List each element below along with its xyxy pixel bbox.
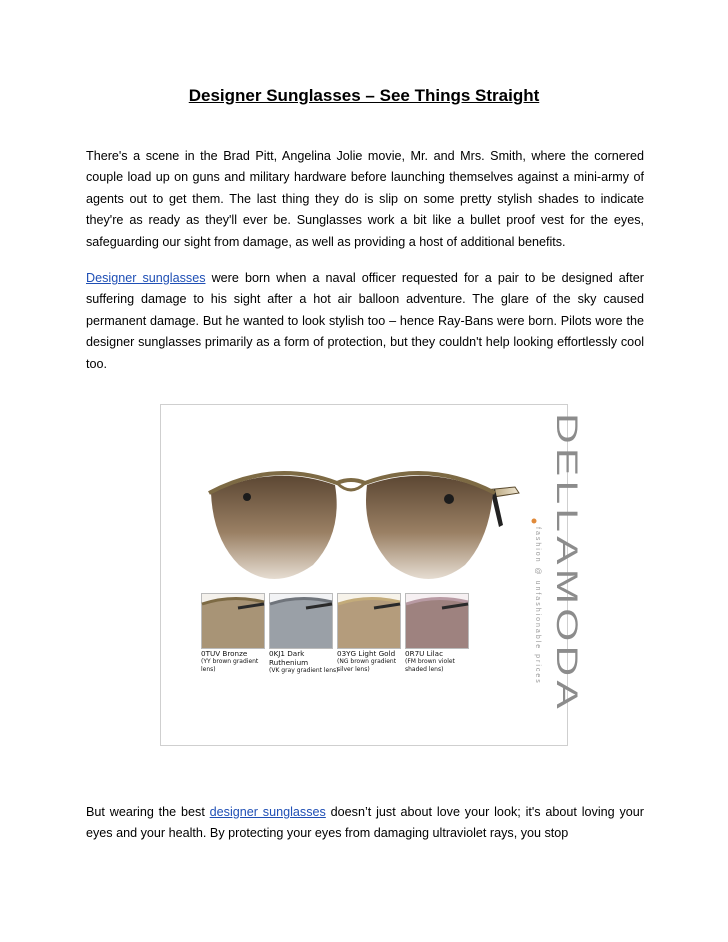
color-variants (201, 593, 477, 705)
variant-lens: (YY brown gradient lens) (201, 658, 259, 673)
variant-thumbnail-bronze (201, 593, 265, 649)
dellamoda-logo (529, 409, 583, 741)
variant-code: 0KJ1 Dark Ruthenium (269, 649, 309, 667)
paragraph-health-after: doesn’t just about love your look; it's about loving your eyes and your health. By protecting your eyes from damaging ultraviolet rays, you stop (86, 805, 644, 841)
variant-code: 0TUV Bronze (201, 649, 248, 658)
paragraph-history-text: were born when a naval officer requested for a pair to be designed after suffering damage to his sight after a hot air balloon adventure. The glare of the sky caused permanent damage. But he wanted to look stylish too – hence Ray-Bans were born. Pilots wore the designer sunglasses primarily as a form of protection, but they couldn't help looking effortlessly cool too. (86, 271, 644, 371)
designer-sunglasses-link[interactable]: Designer sunglasses (86, 271, 206, 285)
variant-thumbnail-dark-ruthenium (269, 593, 333, 649)
paragraph-health (86, 802, 644, 845)
variant-code: 03YG Light Gold (337, 649, 396, 658)
variant-caption-dark-ruthenium (269, 649, 339, 675)
variant-lens: (FM brown violet shaded lens) (405, 658, 455, 673)
document-title: Designer Sunglasses – See Things Straight (188, 86, 540, 105)
svg-text:DELLAMODA: DELLAMODA (550, 413, 583, 626)
variant-thumbnail-lilac (405, 593, 469, 649)
svg-text:fashion @ unfashionable prices: fashion @ unfashionable prices (534, 527, 541, 685)
variant-thumbnail-light-gold (337, 593, 401, 649)
variant-caption-light-gold (337, 649, 407, 673)
paragraph-health-before: But wearing the best (86, 805, 210, 819)
designer-sunglasses-link-2[interactable]: designer sunglasses (209, 805, 326, 819)
variant-lens: (VK gray gradient lens) (269, 667, 339, 674)
variant-caption-lilac (405, 649, 475, 673)
paragraph-history (86, 268, 644, 375)
variant-code: 0R7U Lilac (405, 649, 444, 658)
sunglasses-product-image (160, 404, 583, 746)
paragraph-intro: There's a scene in the Brad Pitt, Angelina Jolie movie, Mr. and Mrs. Smith, where the cornered couple load up on guns and military hardware before launching themselves against a mini-army of agents out to get them. The last thing they do is slip on some pretty stylish shades to indicate they're as ready as they'll ever be. Sunglasses work a bit like a bullet proof vest for the eyes, safeguarding our sight from damage, as well as providing a host of additional benefits. (86, 149, 644, 249)
variant-caption-bronze (201, 649, 271, 673)
variant-lens: (NG brown gradient silver lens) (337, 658, 397, 673)
main-sunglasses-illustration (203, 453, 523, 603)
